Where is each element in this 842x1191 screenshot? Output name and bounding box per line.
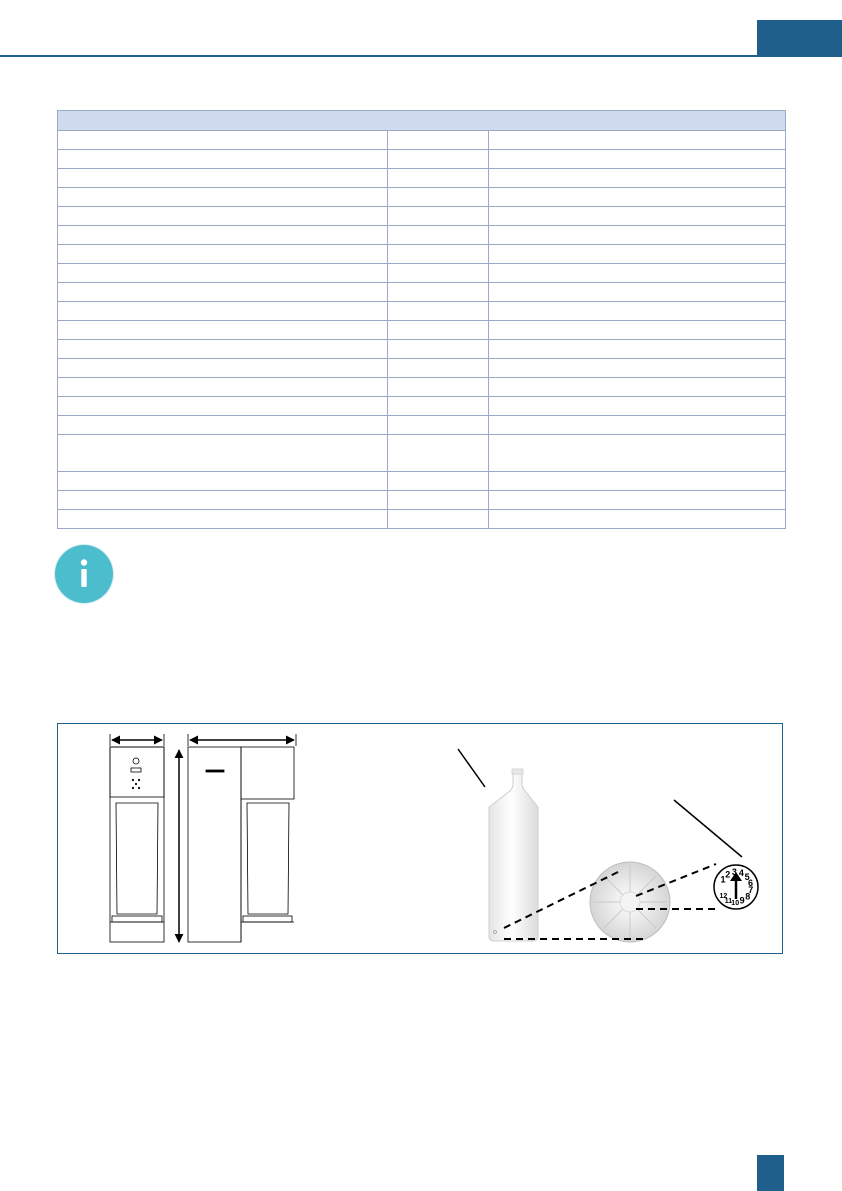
table-cell: [388, 472, 489, 491]
table-cell: [58, 321, 388, 340]
info-icon: [55, 545, 113, 603]
dial-number: 8: [745, 891, 751, 902]
machine-front-view: [188, 747, 294, 942]
table-cell: [58, 226, 388, 245]
table-cell: [489, 302, 786, 321]
table-cell: [58, 510, 388, 529]
table-row: [58, 472, 786, 491]
table-row: [58, 340, 786, 359]
table-cell: [388, 491, 489, 510]
table-cell: [58, 340, 388, 359]
header-rule: [0, 55, 842, 57]
table-cell: [388, 435, 489, 472]
table-row: [58, 226, 786, 245]
spec-table: [57, 110, 786, 529]
table-cell: [58, 472, 388, 491]
table-cell: [489, 321, 786, 340]
table-cell: [388, 150, 489, 169]
table-cell: [388, 245, 489, 264]
table-cell: [58, 359, 388, 378]
table-cell: [58, 245, 388, 264]
table-row: [58, 510, 786, 529]
figure-box: [57, 723, 783, 954]
dial-number: 7: [748, 885, 754, 896]
dial-number: 3: [731, 867, 737, 878]
table-cell: [388, 321, 489, 340]
table-cell: [489, 416, 786, 435]
table-cell: [489, 472, 786, 491]
table-cell: [58, 283, 388, 302]
table-cell: [489, 169, 786, 188]
table-cell: [489, 150, 786, 169]
footer-tab: [757, 1155, 784, 1191]
table-cell: [388, 226, 489, 245]
dial-number: 11: [724, 898, 733, 905]
table-row: [58, 264, 786, 283]
dial-number: 10: [731, 900, 740, 907]
dial-number: 6: [747, 878, 754, 889]
header-tab: [757, 20, 842, 57]
table-row: [58, 359, 786, 378]
table-cell: [489, 131, 786, 150]
table-cell: [58, 207, 388, 226]
table-cell: [388, 340, 489, 359]
table-row: [58, 245, 786, 264]
table-cell: [489, 491, 786, 510]
table-cell: [489, 378, 786, 397]
table-cell: [388, 283, 489, 302]
table-cell: [58, 188, 388, 207]
table-row: [58, 169, 786, 188]
table-row: [58, 150, 786, 169]
table-cell: [58, 378, 388, 397]
table-cell: [58, 491, 388, 510]
table-cell: [489, 245, 786, 264]
table-cell: [489, 397, 786, 416]
cartridge-callout-line: [458, 749, 485, 787]
table-cell: [489, 207, 786, 226]
table-cell: [489, 435, 786, 472]
dial-callout-line: [674, 800, 742, 857]
dial-number: 5: [744, 872, 750, 882]
table-cell: [388, 397, 489, 416]
table-cell: [58, 397, 388, 416]
table-cell: [58, 131, 388, 150]
dial-number: 1: [720, 874, 726, 885]
table-cell: [58, 169, 388, 188]
table-row: [58, 302, 786, 321]
table-cell: [388, 188, 489, 207]
table-row: [58, 397, 786, 416]
table-cell: [489, 510, 786, 529]
spec-table-body: [58, 131, 786, 529]
table-cell: [388, 416, 489, 435]
table-cell: [388, 264, 489, 283]
table-row: [58, 491, 786, 510]
table-cell: [489, 188, 786, 207]
dial-number: 12: [719, 893, 728, 901]
table-cell: [58, 435, 388, 472]
table-cell: [388, 169, 489, 188]
table-cell: [489, 359, 786, 378]
table-cell: [489, 264, 786, 283]
table-row: [58, 207, 786, 226]
table-cell: [58, 264, 388, 283]
table-cell: [388, 378, 489, 397]
table-row: [58, 131, 786, 150]
table-row: [58, 416, 786, 435]
table-cell: [58, 150, 388, 169]
filter-base: [590, 862, 670, 942]
dial-number: 9: [739, 895, 745, 906]
table-cell: [58, 302, 388, 321]
table-row: [58, 283, 786, 302]
table-cell: [388, 510, 489, 529]
table-row: [58, 188, 786, 207]
table-row: [58, 435, 786, 472]
table-cell: [388, 207, 489, 226]
table-cell: [489, 283, 786, 302]
spec-table-header-row: [58, 111, 786, 131]
table-cell: [388, 131, 489, 150]
table-cell: [388, 302, 489, 321]
machine-side-view: [110, 747, 164, 942]
date-dial: [714, 865, 758, 909]
table-cell: [489, 226, 786, 245]
table-cell: [58, 416, 388, 435]
dial-number: 2: [725, 869, 731, 880]
table-row: [58, 378, 786, 397]
dial-number: 4: [738, 868, 744, 878]
spec-table-header: [58, 111, 786, 131]
table-row: [58, 321, 786, 340]
table-cell: [388, 359, 489, 378]
table-cell: [489, 340, 786, 359]
